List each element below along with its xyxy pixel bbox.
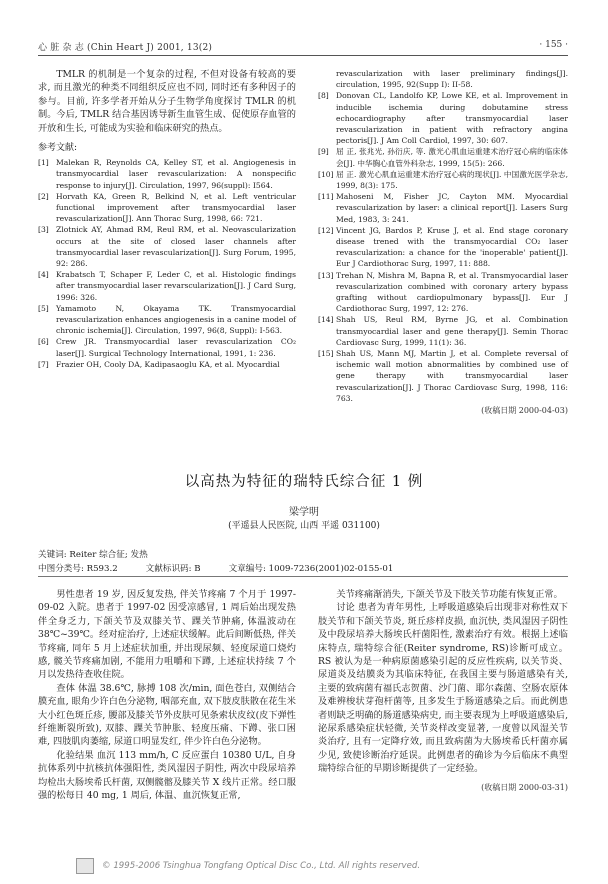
reference-text: Donovan CL, Landolfo KP, Lowe KE, et al. Improvement in inducible ischemia during dobutamine stress echocardiography after transmyocardial laser revascularization in patient with refractory angina pectoris[J]. J Am Coll Cardiol, 1997, 30: 607.	[336, 91, 568, 146]
article-number: 文章编号: 1009-7236(2001)02-0155-01	[228, 564, 394, 574]
copyright-footer	[76, 858, 420, 874]
reference-number: [7]	[38, 359, 49, 369]
reference-item	[318, 314, 568, 348]
reference-number: [2]	[38, 191, 49, 201]
reference-text: Malekan R, Reynolds CA, Kelley ST, et al. Angiogenesis in transmyocardial laser revascularization: A nonspecific response to injury[J]. Circulation, 1997, 96(suppl): I564.	[56, 158, 296, 190]
article-left-column	[38, 588, 296, 803]
reference-item	[38, 336, 296, 358]
reference-item	[318, 270, 568, 315]
clc-number: 中图分类号: R593.2	[38, 564, 118, 574]
body-paragraph: 男性患者 19 岁, 因反复发热, 伴关节疼痛 7 个月于 1997-09-02 入院。患者于 1997-02 因受凉感冒, 1 周后始出现发热伴全身乏力, 下颌关节及双膝关节、踝关节肿痛, 体温波动在 38℃~39℃。经对症治疗, 上述症状缓解。此后间断低热, 伴关节疼痛, 同年 5 月上述症状加重, 并出现尿频、轻度尿道口烧灼感, 髋关节疼痛加剧, 不能用力咀嚼和下蹲, 上述症状持续 7 个月以发热待查收住院。	[38, 589, 296, 681]
reference-text: Horvath KA, Green R, Belkind N, et al. Left ventricular functional improvement after transmyocardial laser revascularization[J]. Ann Thorac Surg, 1998, 66: 721.	[56, 191, 296, 224]
journal-header: 心 脏 杂 志 (Chin Heart J) 2001, 13(2)	[38, 43, 213, 53]
article-author: 梁学明	[289, 507, 319, 518]
prev-article-right-column	[318, 68, 568, 416]
reference-item	[38, 157, 296, 191]
reference-number: [3]	[38, 225, 49, 235]
reference-text: Shah US, Mann MJ, Martin J, et al. Complete reversal of ischemic wall motion abnormalities by combined use of gene therapy with transmyocardial laser revascularization[J]. J Thorac Cardiovasc Surg, 1998, 116: 763.	[336, 349, 568, 403]
references-left-list	[38, 157, 296, 370]
reference-number: [12]	[318, 225, 334, 235]
conclusion-block	[38, 68, 296, 135]
reference-number: [5]	[38, 303, 49, 313]
reference-number: [11]	[318, 192, 334, 202]
body-paragraph: 关节疼痛渐消失, 下颌关节及下肢关节功能有恢复正常。	[336, 589, 563, 600]
copyright-text: © 1995-2006 Tsinghua Tongfang Optical Disc Co., Ltd. All rights reserved.	[102, 861, 421, 871]
page-number: · 155 ·	[539, 40, 568, 50]
reference-number: [9]	[318, 147, 329, 157]
reference-item	[318, 146, 568, 168]
reference-number: [14]	[318, 315, 334, 325]
article-received-date: (收稿日期 2000-03-31)	[481, 782, 568, 792]
reference-number: [10]	[318, 169, 334, 179]
reference-text: Mahoseni M, Fisher JC, Cayton MM. Myocardial revascularization by laser: a clinical report[J]. Lasers Surg Med, 1983, 3: 241.	[336, 192, 568, 224]
body-paragraph: 讨论 患者为青年男性, 上呼吸道感染后出现非对称性双下肢关节和下颌关节炎, 斑丘疹样皮损, 血沉快, 类风湿因子阴性及中段尿培养大肠埃氏杆菌阳性, 激素治疗有效。根据上述临床特点, 瑞特综合征(Reiter syndrome, RS)诊断可成立。RS 被认为是一种病原菌感染引起的反应性疾病, 以关节炎、尿道炎及结膜炎为其临床特征, 在我国主要与肠道感染有关, 主要的致病菌有福氏志贺菌、沙门菌、耶尔森菌、空肠农原体及难辨梭状芽孢杆菌等, 且多发生于肠道感染之后。而此例患者则缺乏明确的肠道感染病史, 而主要表现为上呼吸道感染后, 泌尿系感染症状轻微, 关节炎样改变显著, 一度曾以风湿关节炎治疗, 且有一定降疗效, 而且致病菌为大肠埃希氏杆菌亦属少见, 致使诊断治疗延误。此例患者的确诊为今后临床不典型瑞特综合征的早期诊断提供了一定经验。	[318, 602, 568, 775]
header-rule	[38, 55, 568, 56]
reference-number: [13]	[318, 270, 334, 280]
prev-article-left-column	[38, 68, 296, 370]
reference-text: Trehan N, Mishra M, Bapna R, et al. Transmyocardial laser revascularization combined with coronary artery bypass grafting without cardiopulmonary bypass[J]. Eur J Cardiothorac Surg, 1997, 12: 276.	[336, 270, 568, 314]
reference-text: Shah US, Reul RM, Byrne JG, et al. Combination transmyocardial laser and gene therapy[J]. Semin Thorac Cardiovasc Surg, 1999, 11(1): 36.	[336, 315, 568, 347]
reference-text: 屈 正, 张兆光, 孙衍庆, 等. 激光心肌血运重建术治疗冠心病的临床体会[J]. 中华胸心血管外科杂志, 1999, 15(5): 266.	[336, 147, 568, 168]
reference-text: 屈 正. 激光心肌血运重建术治疗冠心病的现状[J]. 中国激光医学杂志, 1999, 8(3): 175.	[336, 169, 568, 191]
reference-item	[318, 191, 568, 225]
prev-received-date: (收稿日期 2000-04-03)	[481, 406, 568, 416]
reference-item	[38, 303, 296, 337]
reference-text: Vincent JG, Bardos P, Kruse J, et al. End stage coronary disease trened with the transmyocardial CO₂ laser revascularization: a chance for the 'inoperable' patient[J]. Eur J Cardiothorac Surg, 1997, 11: 888.	[336, 225, 568, 269]
document-code: 文献标识码: B	[145, 564, 201, 574]
reference-item	[318, 348, 568, 404]
reference-number: [4]	[38, 270, 49, 280]
body-paragraph: 查体 体温 38.6℃, 脉搏 108 次/min, 面色苍白, 双侧结合膜充血, 眼角少许白色分泌物, 咽部充血, 双下肢皮肤散在花生米大小红色斑丘疹, 腰部及膝关节外皮肤可见条索状皮纹(皮下弹性纤维断裂所致), 双膝、踝关节肿胀、轻度压痛、下蹲、张口困难, 四肢肌肉萎缩, 尿道口明显发红, 伴少许白色分泌物。	[38, 682, 296, 748]
reference-number: [6]	[38, 337, 49, 347]
article-title: 以高热为特征的瑞特氏综合征 1 例	[184, 474, 424, 490]
reference-text: Frazier OH, Cooly DA, Kadipasaoglu KA, et al. Myocardial	[56, 359, 280, 369]
reference-number: [15]	[318, 349, 334, 359]
reference-item	[38, 359, 296, 370]
reference-text: revascularization with laser preliminary findings[J]. circulation, 1995, 92(Supp I): II-58.	[336, 69, 568, 90]
reference-item	[38, 269, 296, 303]
classification-rule	[38, 576, 568, 577]
reference-text: Krabatsch T, Schaper F, Leder C, et al. Histologic findings after transmyocardial laser revarscularization[J]. J Card Surg, 1996: 326.	[56, 270, 296, 302]
reference-item	[318, 169, 568, 191]
author-affiliation: (平遥县人民医院, 山西 平遥 031100)	[228, 521, 380, 531]
article-right-column	[318, 588, 568, 794]
reference-text: Yamamoto N, Okayama TK. Transmyocardial revascularization enhances angiogenesis in a canine model of chronic ischemia[J]. Circulation, 1997, 96(8, Suppl): I-563.	[56, 303, 296, 336]
reference-number: [8]	[318, 91, 329, 101]
references-right-list	[318, 90, 568, 404]
reference-item	[318, 225, 568, 270]
references-heading: 参考文献:	[38, 143, 78, 154]
classification-line	[38, 562, 421, 574]
reference-text: Crew JR. Transmyocardial laser revascularization CO₂ laser[J]. Surgical Technology International, 1991, 1: 236.	[56, 337, 296, 358]
reference-continuation	[318, 68, 568, 90]
conclusion-paragraph: TMLR 的机制是一个复杂的过程, 不但对设备有较高的要求, 而且激光的种类不同组织反应也不同, 同时还有多种因子的参与。目前, 许多学者开始从分子生物学角度探讨 TMLR 的机制。今后, TMLR 结合基因诱导新生血管生成、促使原存血管的开放和生长, 可能成为实验和临床研究的热点。	[38, 69, 296, 134]
reference-item	[38, 191, 296, 225]
reference-item	[318, 90, 568, 146]
reference-item	[38, 224, 296, 269]
publisher-logo-icon	[76, 858, 94, 874]
body-paragraph: 化验结果 血沉 113 mm/h, C 反应蛋白 10380 U/L, 自身抗体系列中抗核抗体强阳性, 类风湿因子阴性, 两次中段尿培养均检出大肠埃希氏杆菌, 双侧髋髂及膝关节 X 线片正常。经口服强的松每日 40 mg, 1 周后, 体温、血沉恢复正常,	[38, 749, 296, 802]
reference-number: [1]	[38, 158, 49, 168]
reference-text: Zlotnick AY, Ahmad RM, Reul RM, et al. Neovascularization occurs at the site of closed laser channels after transmyocardial laser revascularization[J]. Surg Forum, 1995, 92: 286.	[56, 225, 296, 269]
keywords: 关键词: Reiter 综合征; 发热	[38, 550, 148, 560]
